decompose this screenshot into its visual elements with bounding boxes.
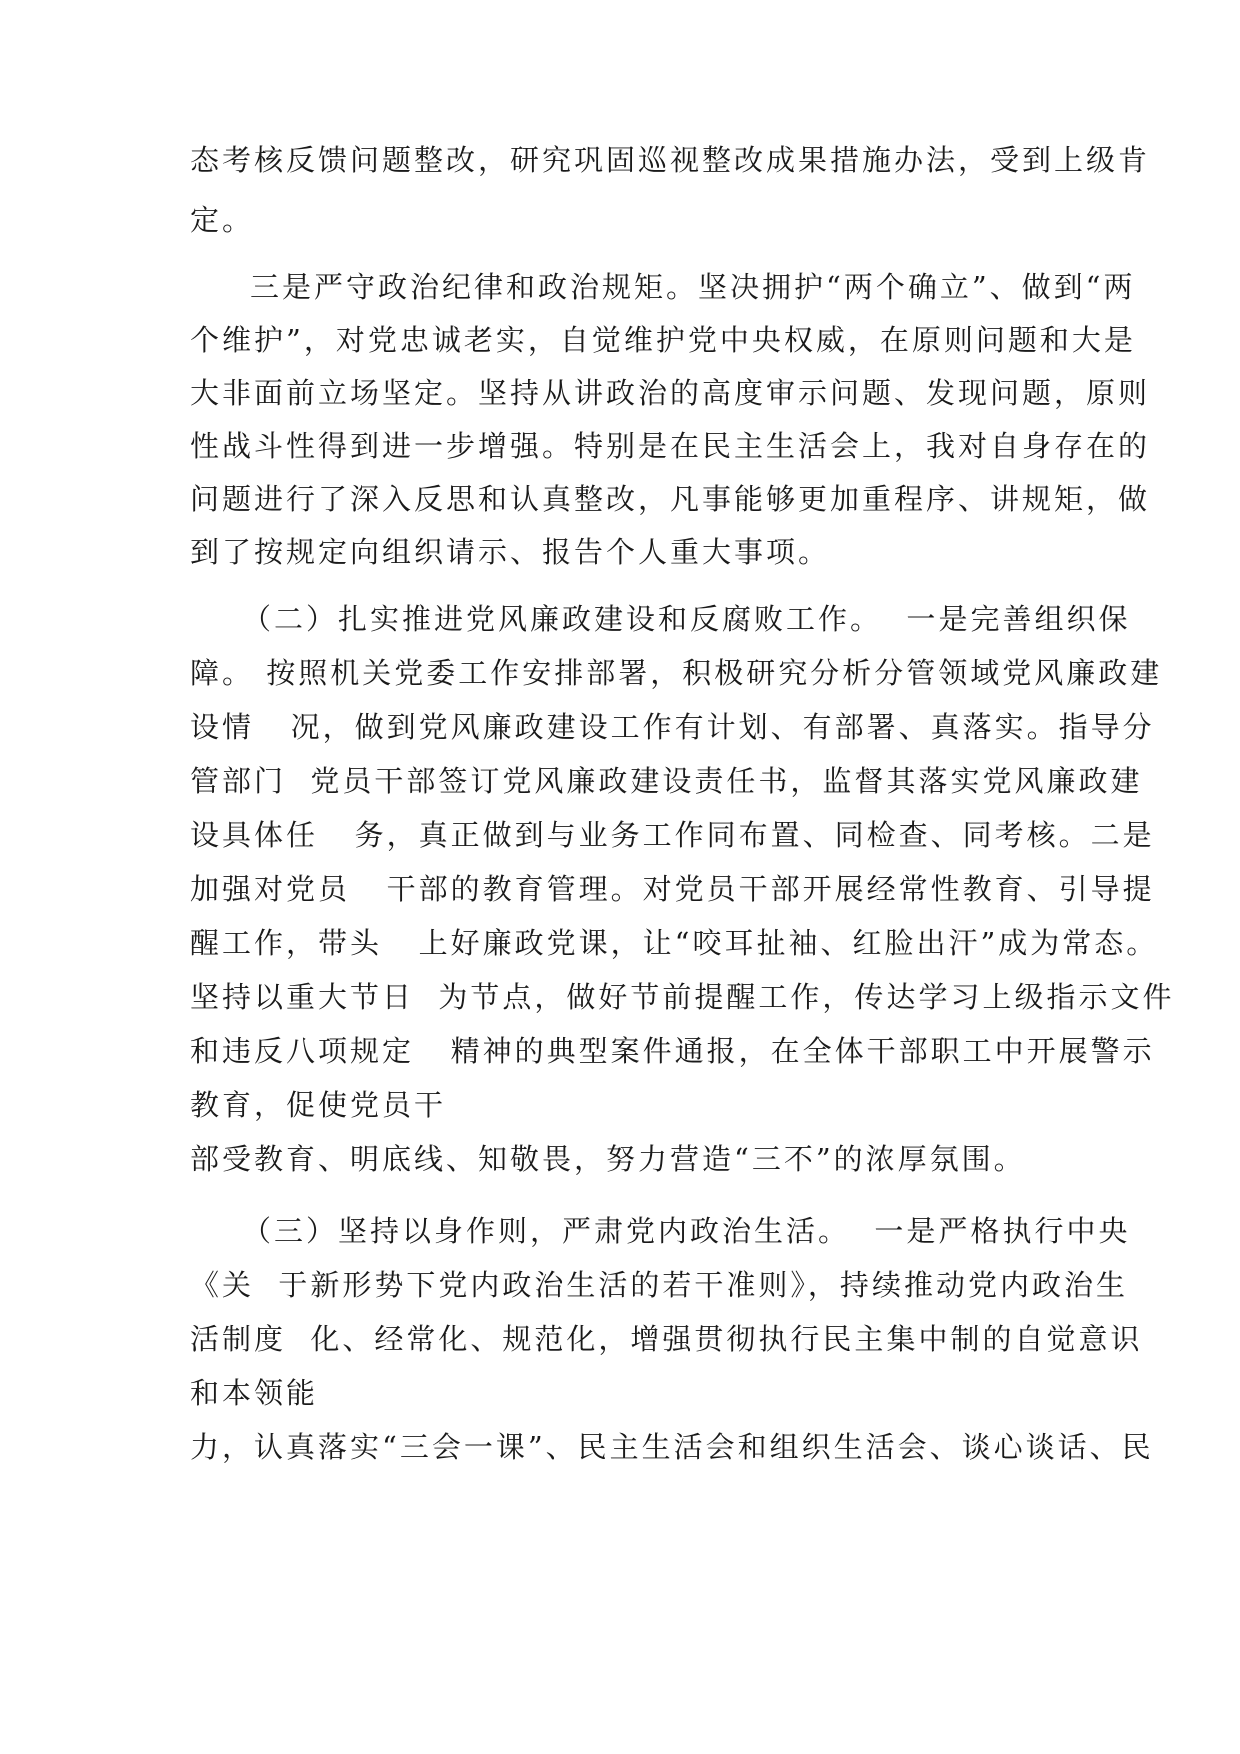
text-line: （二）扎实推进党风廉政建设和反腐败工作。 一是完善组织保 bbox=[242, 602, 1131, 636]
text-line: 设具体任 务，真正做到与业务工作同布置、同检查、同考核。二是 bbox=[190, 818, 1155, 852]
text-line: 力，认真落实“三会一课”、民主生活会和组织生活会、谈心谈话、民 bbox=[190, 1430, 1154, 1464]
text-line: 《关 于新形势下党内政治生活的若干准则》，持续推动党内政治生 bbox=[190, 1268, 1128, 1302]
text-line: 到了按规定向组织请示、报告个人重大事项。 bbox=[190, 535, 831, 569]
text-line: 三是严守政治纪律和政治规矩。坚决拥护“两个确立”、做到“两 bbox=[250, 270, 1136, 304]
text-line: 坚持以重大节日 为节点，做好节前提醒工作，传达学习上级指示文件 bbox=[190, 980, 1175, 1014]
text-line: 态考核反馈问题整改，研究巩固巡视整改成果措施办法，受到上级肯 bbox=[190, 143, 1151, 177]
text-line: 教育，促使党员干 bbox=[190, 1088, 447, 1122]
text-line: 定。 bbox=[190, 203, 255, 237]
text-line: （三）坚持以身作则，严肃党内政治生活。 一是严格执行中央 bbox=[242, 1214, 1131, 1248]
text-line: 和本领能 bbox=[190, 1376, 319, 1410]
text-line: 部受教育、明底线、知敬畏，努力营造“三不”的浓厚氛围。 bbox=[190, 1142, 1026, 1176]
text-line: 大非面前立场坚定。坚持从讲政治的高度审示问题、发现问题，原则 bbox=[190, 376, 1151, 410]
text-line: 加强对党员 干部的教育管理。对党员干部开展经常性教育、引导提 bbox=[190, 872, 1155, 906]
text-line: 性战斗性得到进一步增强。特别是在民主生活会上，我对自身存在的 bbox=[190, 429, 1151, 463]
text-line: 活制度 化、经常化、规范化，增强贯彻执行民主集中制的自觉意识 bbox=[190, 1322, 1143, 1356]
text-line: 和违反八项规定 精神的典型案件通报，在全体干部职工中开展警示 bbox=[190, 1034, 1155, 1068]
text-line: 设情 况，做到党风廉政建设工作有计划、有部署、真落实。指导分 bbox=[190, 710, 1155, 744]
text-line: 障。 按照机关党委工作安排部署，积极研究分析分管领域党风廉政建 bbox=[190, 656, 1163, 690]
text-line: 醒工作，带头 上好廉政党课，让“咬耳扯袖、红脸出汗”成为常态。 bbox=[190, 926, 1159, 960]
text-line: 个维护”，对党忠诚老实，自觉维护党中央权威，在原则问题和大是 bbox=[190, 323, 1136, 357]
text-line: 管部门 党员干部签订党风廉政建设责任书，监督其落实党风廉政建 bbox=[190, 764, 1143, 798]
text-line: 问题进行了深入反思和认真整改，凡事能够更加重程序、讲规矩，做 bbox=[190, 482, 1151, 516]
